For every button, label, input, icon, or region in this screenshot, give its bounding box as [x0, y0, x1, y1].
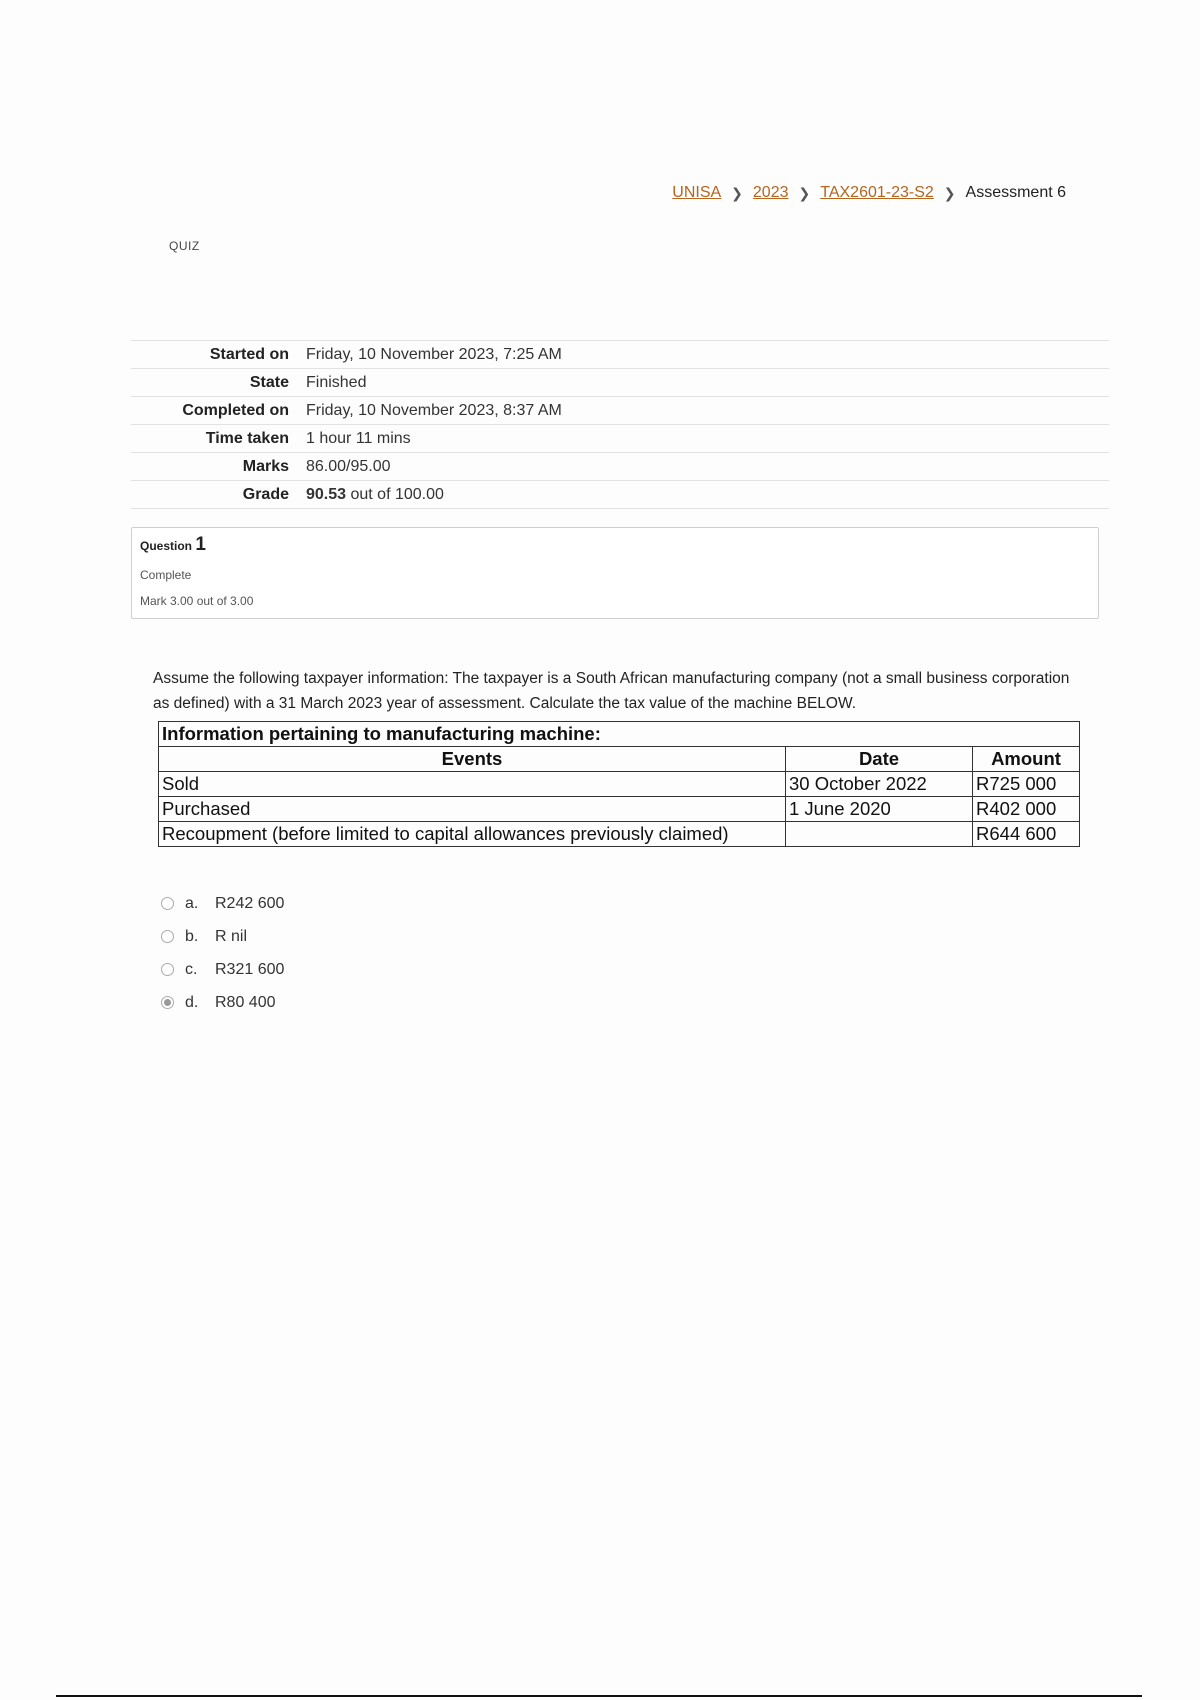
column-header-date: Date	[786, 747, 973, 772]
summary-value: Friday, 10 November 2023, 8:37 AM	[306, 397, 1109, 425]
option-text: R nil	[215, 927, 248, 945]
grade-label: Grade	[131, 481, 306, 509]
grade-score: 90.53	[306, 485, 347, 503]
grade-out-of: out of 100.00	[346, 485, 444, 503]
radio-button-selected[interactable]	[161, 996, 174, 1009]
option-letter: b.	[185, 927, 199, 945]
question-text: Assume the following taxpayer information: The taxpayer is a South African manufacturing company (not a small business corporation as defined) with a 31 March 2023 year of assessment. Calculate the tax value of the machine BELOW.	[153, 670, 1070, 712]
breadcrumb-link-unisa[interactable]: UNISA	[672, 184, 722, 201]
cell-event: Purchased	[159, 797, 786, 822]
column-header-amount: Amount	[973, 747, 1080, 772]
option-d[interactable]	[161, 986, 284, 1019]
cell-event: Sold	[159, 772, 786, 797]
chevron-right-icon: ❯	[943, 184, 956, 201]
table-row	[159, 797, 1080, 822]
summary-value: Finished	[306, 369, 1109, 397]
chevron-right-icon: ❯	[798, 184, 811, 201]
table-row	[159, 822, 1080, 847]
question-status: Complete	[140, 568, 192, 582]
summary-row	[131, 425, 1109, 453]
chevron-right-icon: ❯	[731, 184, 743, 201]
cell-date: 1 June 2020	[786, 797, 973, 822]
cell-date	[786, 822, 973, 847]
cell-event: Recoupment (before limited to capital allowances previously claimed)	[159, 822, 786, 847]
page-bottom-divider	[56, 1695, 1142, 1697]
summary-label: State	[131, 369, 306, 397]
question-number	[140, 534, 1098, 556]
option-b[interactable]	[161, 920, 284, 953]
summary-label: Time taken	[131, 425, 306, 453]
option-text: R80 400	[215, 993, 276, 1011]
summary-row	[131, 369, 1109, 397]
question-info-box	[131, 527, 1099, 619]
breadcrumb	[672, 184, 1066, 202]
summary-value: 86.00/95.00	[306, 453, 1109, 481]
radio-button[interactable]	[161, 897, 174, 910]
cell-date: 30 October 2022	[786, 772, 973, 797]
column-header-events: Events	[159, 747, 786, 772]
quiz-label: QUIZ	[169, 239, 200, 253]
summary-row	[131, 453, 1109, 481]
table-caption: Information pertaining to manufacturing machine:	[159, 722, 1080, 747]
cell-amount: R644 600	[973, 822, 1080, 847]
table-caption-row	[159, 722, 1080, 747]
summary-label: Marks	[131, 453, 306, 481]
question-prefix: Question	[140, 539, 193, 553]
table-header-row	[159, 747, 1080, 772]
summary-row	[131, 397, 1109, 425]
summary-value: 1 hour 11 mins	[306, 425, 1109, 453]
attempt-summary-table	[131, 340, 1109, 509]
summary-label: Started on	[131, 341, 306, 369]
breadcrumb-current: Assessment 6	[965, 184, 1066, 201]
option-letter: c.	[185, 960, 198, 978]
summary-value: Friday, 10 November 2023, 7:25 AM	[306, 341, 1109, 369]
summary-row-grade	[131, 481, 1109, 509]
answer-options	[161, 887, 284, 1019]
cell-amount: R402 000	[973, 797, 1080, 822]
option-letter: a.	[185, 894, 199, 912]
breadcrumb-link-year[interactable]: 2023	[752, 184, 789, 201]
grade-value	[306, 481, 1109, 509]
summary-row	[131, 341, 1109, 369]
question-number-value: 1	[195, 534, 206, 555]
option-a[interactable]	[161, 887, 284, 920]
table-row	[159, 772, 1080, 797]
radio-button[interactable]	[161, 963, 174, 976]
breadcrumb-link-course[interactable]: TAX2601-23-S2	[820, 184, 934, 201]
option-letter: d.	[185, 993, 199, 1011]
option-c[interactable]	[161, 953, 284, 986]
option-text: R242 600	[215, 894, 285, 912]
option-text: R321 600	[215, 960, 285, 978]
radio-button[interactable]	[161, 930, 174, 943]
question-mark: Mark 3.00 out of 3.00	[140, 594, 254, 608]
machine-info-table	[158, 721, 1080, 847]
summary-label: Completed on	[131, 397, 306, 425]
cell-amount: R725 000	[973, 772, 1080, 797]
